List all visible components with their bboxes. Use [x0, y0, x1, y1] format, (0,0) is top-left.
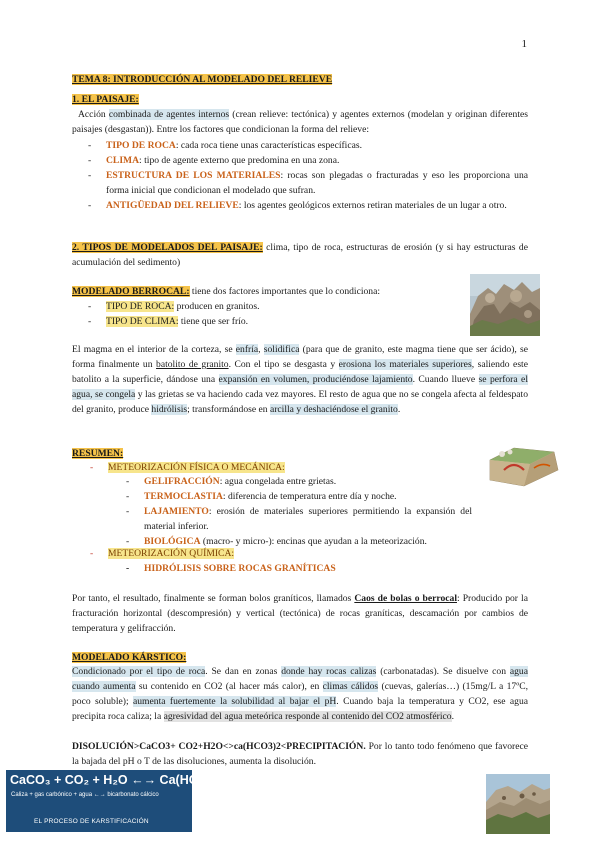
weathering-diagram	[484, 440, 562, 492]
karst-caption: EL PROCESO DE KARSTIFICACIÓN	[34, 818, 149, 825]
karst-equation: DISOLUCIÓN>CaCO3+ CO2+H2O<>ca(HCO3)2<PRECIPITACIÓN. Por lo tanto todo fenómeno que favorece la bajada del pH o T de las disoluciones, aumenta la disolución.	[72, 741, 529, 767]
meteorizacion-quimica: - METEORIZACIÓN QUÍMICA:	[90, 548, 235, 559]
list-item: - ANTIGÜEDAD DEL RELIEVE: los agentes geológicos externos retiran materiales de un lugar a otro.	[88, 200, 507, 211]
meteorizacion-fisica: - METEORIZACIÓN FÍSICA O MECÁNICA:	[90, 462, 285, 473]
karst-landscape-photo	[486, 774, 550, 834]
list-item: - LAJAMIENTO: erosión de materiales superiores permitiendo la expansión del material inferior.	[126, 506, 472, 532]
list-item: - TERMOCLASTIA: diferencia de temperatura entre día y noche.	[126, 491, 397, 502]
section-resumen: RESUMEN:	[72, 448, 124, 459]
berrocal-paragraph: El magma en el interior de la corteza, se enfría, solidifica (para que de granito, este magma tiene que ser ácido), se forma finalmente un batolito de granito. Con el tipo se desgasta y erosiona los materiales superiores, saliendo este batolito a la superficie, dándose una expansión en volumen, produciéndose lajamiento. Cuando llueve se perfora el agua, se congela y las grietas se va haciendo cada vez mayores. El resto de agua que no se congela afecta al feldespato del granito, produce hidrólisis; transformándose en arcilla y deshaciéndose el granito.	[72, 344, 528, 415]
fisica-sub-list	[126, 474, 472, 549]
berrocal-factor-list	[88, 299, 458, 329]
list-item: - BIOLÓGICA (macro- y micro-): encinas que ayudan a la meteorización.	[126, 536, 427, 547]
page-number: 1	[521, 38, 527, 50]
section-berrocal: MODELADO BERROCAL: tiene dos factores importantes que lo condiciona:	[72, 286, 381, 297]
karst-formula-legend: Caliza + gas carbónico + agua ←→ bicarbonato cálcico	[11, 792, 159, 798]
paisaje-intro: Acción combinada de agentes internos (crean relieve: tectónica) y agentes externos (modelan y originan diferentes paisajes (desgastan)). Entre los factores que condicionan la forma del relieve:	[72, 109, 529, 135]
quimica-sub: - HIDRÓLISIS SOBRE ROCAS GRANÍTICAS	[126, 563, 336, 574]
list-item: - GELIFRACCIÓN: agua congelada entre grietas.	[126, 476, 337, 487]
karstification-banner	[6, 770, 223, 832]
karst-formula: CaCO₃ + CO₂ + H₂O ←→ Ca(HCO₃)₂	[10, 773, 223, 787]
granite-rocks-photo	[470, 274, 540, 336]
list-item: - TIPO DE CLIMA: tiene que ser frío.	[88, 316, 249, 327]
result-paragraph: Por tanto, el resultado, finalmente se forman bolos graníticos, llamados Caos de bolas o berrocal: Producido por la fracturación horizontal (descompresión) y vertical (tectónica) de rocas graníticas, descamación por cambios de temperatura y gelifracción.	[72, 593, 528, 634]
factor-list	[88, 138, 528, 213]
section-karstico: MODELADO KÁRSTICO:	[72, 652, 187, 663]
document-title: TEMA 8: INTRODUCCIÓN AL MODELADO DEL RELIEVE	[72, 74, 333, 85]
section-tipos-modelados: 2. TIPOS DE MODELADOS DEL PAISAJE: clima, tipo de roca, estructuras de erosión (y si hay estructuras de acumulación del sedimento)	[72, 242, 528, 268]
karst-paragraph: Condicionado por el tipo de roca. Se dan en zonas donde hay rocas calizas (carbonatadas). Se disuelve con agua cuando aumenta su contenido en CO2 (al hacer más calor), en climas cálidos (cuevas, galerías…) (15mg/L a 17ºC, poco soluble); aumenta fuertemente la solubilidad al bajar el pH. Cuando baja la temperatura y CO2, ese agua precipita roca caliza; la agresividad del agua meteórica responde al contenido del CO2 atmosférico.	[72, 666, 529, 722]
list-item: - TIPO DE ROCA: cada roca tiene unas características específicas.	[88, 140, 362, 151]
list-item: - CLIMA: tipo de agente externo que predomina en una zona.	[88, 155, 340, 166]
list-item: - TIPO DE ROCA: producen en granitos.	[88, 301, 260, 312]
list-item: - ESTRUCTURA DE LOS MATERIALES: rocas son plegadas o fracturadas y eso les proporciona una forma inicial que condicionan el modelado que sufran.	[88, 170, 529, 196]
section-heading-paisaje: 1. EL PAISAJE:	[72, 94, 139, 105]
